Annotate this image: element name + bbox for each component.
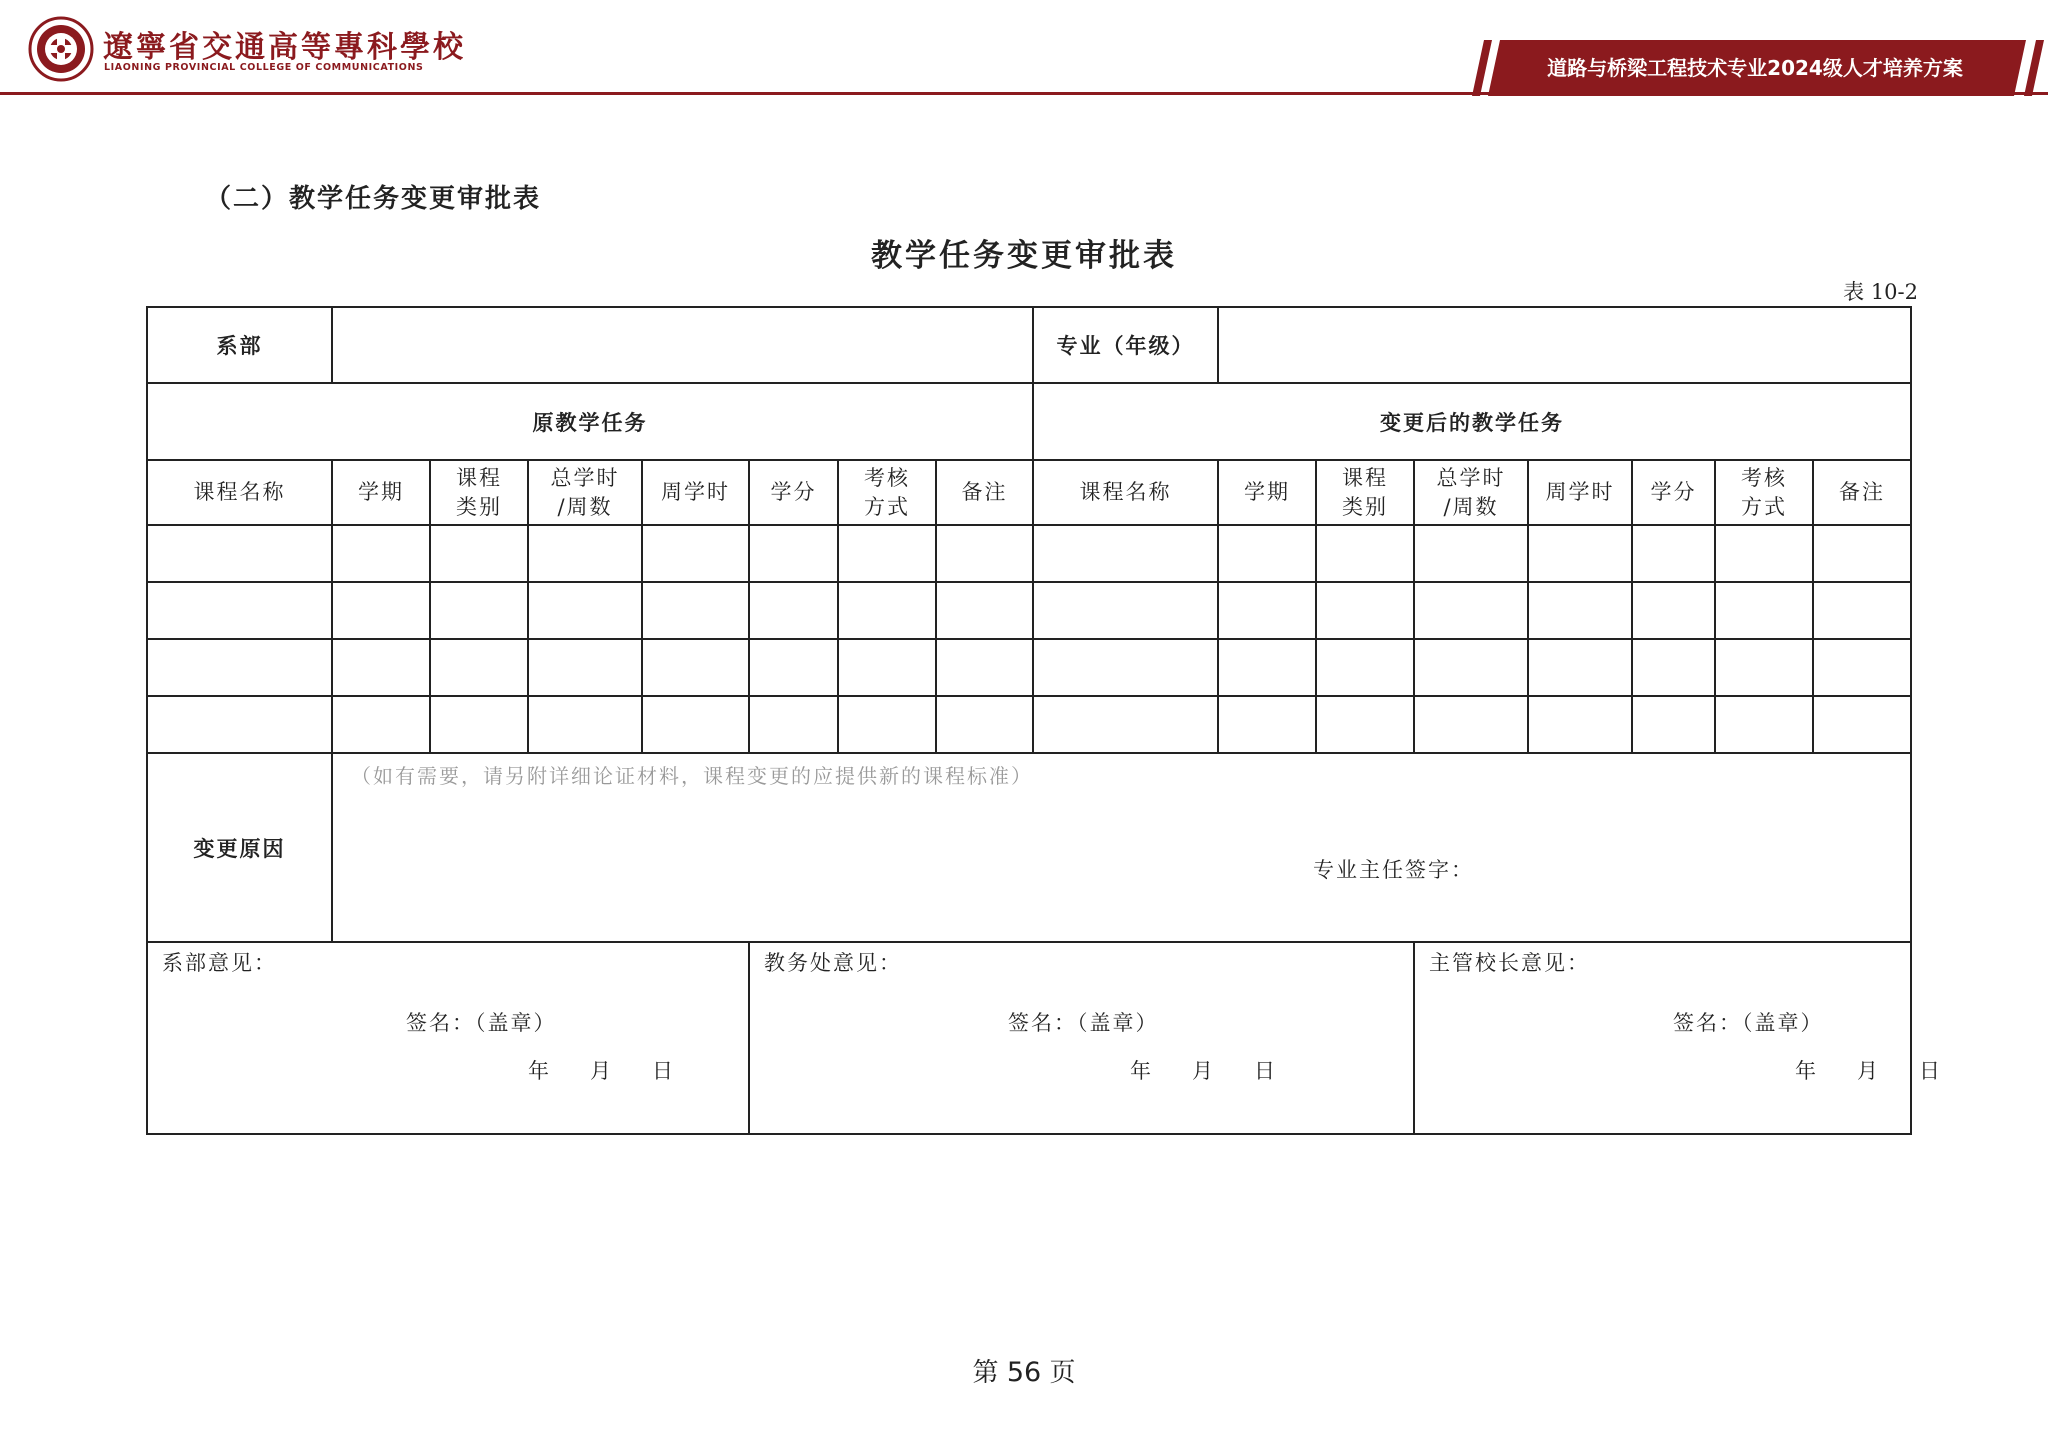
table-cell[interactable] [642, 525, 749, 582]
table-number: 表 10-2 [1843, 280, 1918, 304]
table-cell[interactable] [332, 582, 430, 639]
table-cell[interactable] [332, 525, 430, 582]
academic-affairs-opinion-field[interactable] [749, 942, 1414, 1134]
date-month-label: 月 [1857, 1059, 1879, 1083]
table-cell[interactable] [1632, 582, 1715, 639]
table-cell[interactable] [936, 525, 1033, 582]
table-cell[interactable] [838, 696, 936, 753]
signature-stamp-label: 签名：（盖章） [406, 1011, 557, 1035]
col-course-name: 课程名称 [147, 460, 332, 525]
vice-president-opinion-label: 主管校长意见： [1429, 951, 1591, 975]
table-cell[interactable] [1414, 639, 1528, 696]
table-cell[interactable] [528, 696, 642, 753]
table-cell[interactable] [430, 696, 528, 753]
col-weekly-hours: 周学时 [642, 460, 749, 525]
col-credits: 学分 [1632, 460, 1715, 525]
date-year-label: 年 [528, 1059, 549, 1083]
table-cell[interactable] [1813, 639, 1911, 696]
table-cell[interactable] [147, 525, 332, 582]
table-cell[interactable] [1316, 582, 1414, 639]
change-reason-hint: （如有需要，请另附详细论证材料，课程变更的应提供新的课程标准） [351, 764, 1033, 788]
table-cell[interactable] [147, 582, 332, 639]
table-cell[interactable] [838, 582, 936, 639]
table-cell[interactable] [936, 696, 1033, 753]
director-signature-label: 专业主任签字： [1313, 858, 1474, 882]
table-cell[interactable] [1813, 525, 1911, 582]
original-tasks-header: 原教学任务 [147, 383, 1033, 460]
change-reason-field[interactable] [332, 753, 1911, 942]
col-semester: 学期 [1218, 460, 1316, 525]
col-semester: 学期 [332, 460, 430, 525]
table-cell[interactable] [642, 582, 749, 639]
table-cell[interactable] [528, 525, 642, 582]
department-label: 系部 [147, 307, 332, 383]
table-cell[interactable] [147, 696, 332, 753]
col-total-hours: 总学时 /周数 [1414, 460, 1528, 525]
date-month-label: 月 [1192, 1059, 1213, 1083]
table-cell[interactable] [838, 525, 936, 582]
table-cell[interactable] [1715, 639, 1813, 696]
table-cell[interactable] [1218, 639, 1316, 696]
table-cell[interactable] [1715, 696, 1813, 753]
academic-affairs-opinion-label: 教务处意见： [764, 951, 902, 975]
table-cell[interactable] [1316, 696, 1414, 753]
table-cell[interactable] [1033, 696, 1218, 753]
table-title: 教学任务变更审批表 [871, 238, 1177, 274]
table-cell[interactable] [1033, 639, 1218, 696]
table-row [147, 696, 1911, 753]
table-cell[interactable] [332, 696, 430, 753]
department-opinion-field[interactable] [147, 942, 749, 1134]
table-cell[interactable] [1632, 696, 1715, 753]
department-opinion-label: 系部意见： [162, 951, 277, 975]
table-cell[interactable] [838, 639, 936, 696]
col-course-type: 课程 类别 [1316, 460, 1414, 525]
col-assessment: 考核 方式 [838, 460, 936, 525]
school-logo-icon [28, 16, 94, 82]
table-cell[interactable] [1218, 696, 1316, 753]
page-number: 第 56 页 [972, 1357, 1076, 1388]
table-cell[interactable] [749, 639, 838, 696]
table-cell[interactable] [749, 525, 838, 582]
table-cell[interactable] [1632, 525, 1715, 582]
table-cell[interactable] [528, 582, 642, 639]
table-cell[interactable] [642, 696, 749, 753]
col-weekly-hours: 周学时 [1528, 460, 1632, 525]
col-course-name: 课程名称 [1033, 460, 1218, 525]
col-remarks: 备注 [936, 460, 1033, 525]
table-cell[interactable] [1813, 696, 1911, 753]
date-day-label: 日 [652, 1059, 673, 1083]
signature-stamp-label: 签名：（盖章） [1008, 1011, 1159, 1035]
table-cell[interactable] [936, 582, 1033, 639]
vice-president-opinion-field[interactable] [1414, 942, 1941, 1134]
table-cell[interactable] [1715, 525, 1813, 582]
changed-tasks-header: 变更后的教学任务 [1033, 383, 1911, 460]
document-title: 道路与桥梁工程技术专业2024级人才培养方案 [1547, 56, 1963, 80]
table-cell[interactable] [1218, 582, 1316, 639]
table-cell[interactable] [1316, 639, 1414, 696]
major-field[interactable] [1218, 307, 1911, 383]
col-course-type: 课程 类别 [430, 460, 528, 525]
table-row [147, 582, 1911, 639]
table-cell[interactable] [430, 525, 528, 582]
table-cell[interactable] [936, 639, 1033, 696]
table-cell[interactable] [1033, 582, 1218, 639]
date-year-label: 年 [1795, 1059, 1817, 1083]
table-cell[interactable] [332, 639, 430, 696]
department-field[interactable] [332, 307, 1033, 383]
table-cell[interactable] [1033, 525, 1218, 582]
col-remarks: 备注 [1813, 460, 1911, 525]
major-label: 专业（年级） [1033, 307, 1218, 383]
date-month-label: 月 [590, 1059, 611, 1083]
table-cell[interactable] [1528, 582, 1632, 639]
date-day-label: 日 [1919, 1059, 1941, 1083]
date-day-label: 日 [1254, 1059, 1275, 1083]
table-cell[interactable] [430, 582, 528, 639]
table-cell[interactable] [1218, 525, 1316, 582]
change-reason-label: 变更原因 [147, 753, 332, 942]
approval-form-table [146, 306, 1941, 1135]
table-cell[interactable] [147, 639, 332, 696]
table-cell[interactable] [528, 639, 642, 696]
table-cell[interactable] [749, 582, 838, 639]
table-cell[interactable] [1528, 525, 1632, 582]
table-cell[interactable] [1414, 696, 1528, 753]
table-cell[interactable] [430, 639, 528, 696]
col-assessment: 考核 方式 [1715, 460, 1813, 525]
date-year-label: 年 [1130, 1059, 1151, 1083]
table-cell[interactable] [1528, 696, 1632, 753]
table-cell[interactable] [1414, 582, 1528, 639]
table-cell[interactable] [1715, 582, 1813, 639]
table-cell[interactable] [1632, 639, 1715, 696]
table-cell[interactable] [642, 639, 749, 696]
table-cell[interactable] [1316, 525, 1414, 582]
signature-stamp-label: 签名：（盖章） [1673, 1011, 1824, 1035]
table-cell[interactable] [749, 696, 838, 753]
table-row [147, 525, 1911, 582]
school-name-english: LIAONING PROVINCIAL COLLEGE OF COMMUNICATIONS [104, 62, 424, 73]
col-credits: 学分 [749, 460, 838, 525]
table-row [147, 639, 1911, 696]
section-heading: （二）教学任务变更审批表 [205, 184, 542, 214]
school-name: 遼寧省交通高等專科學校 [103, 30, 466, 65]
table-cell[interactable] [1528, 639, 1632, 696]
col-total-hours: 总学时 /周数 [528, 460, 642, 525]
table-cell[interactable] [1414, 525, 1528, 582]
table-cell[interactable] [1813, 582, 1911, 639]
